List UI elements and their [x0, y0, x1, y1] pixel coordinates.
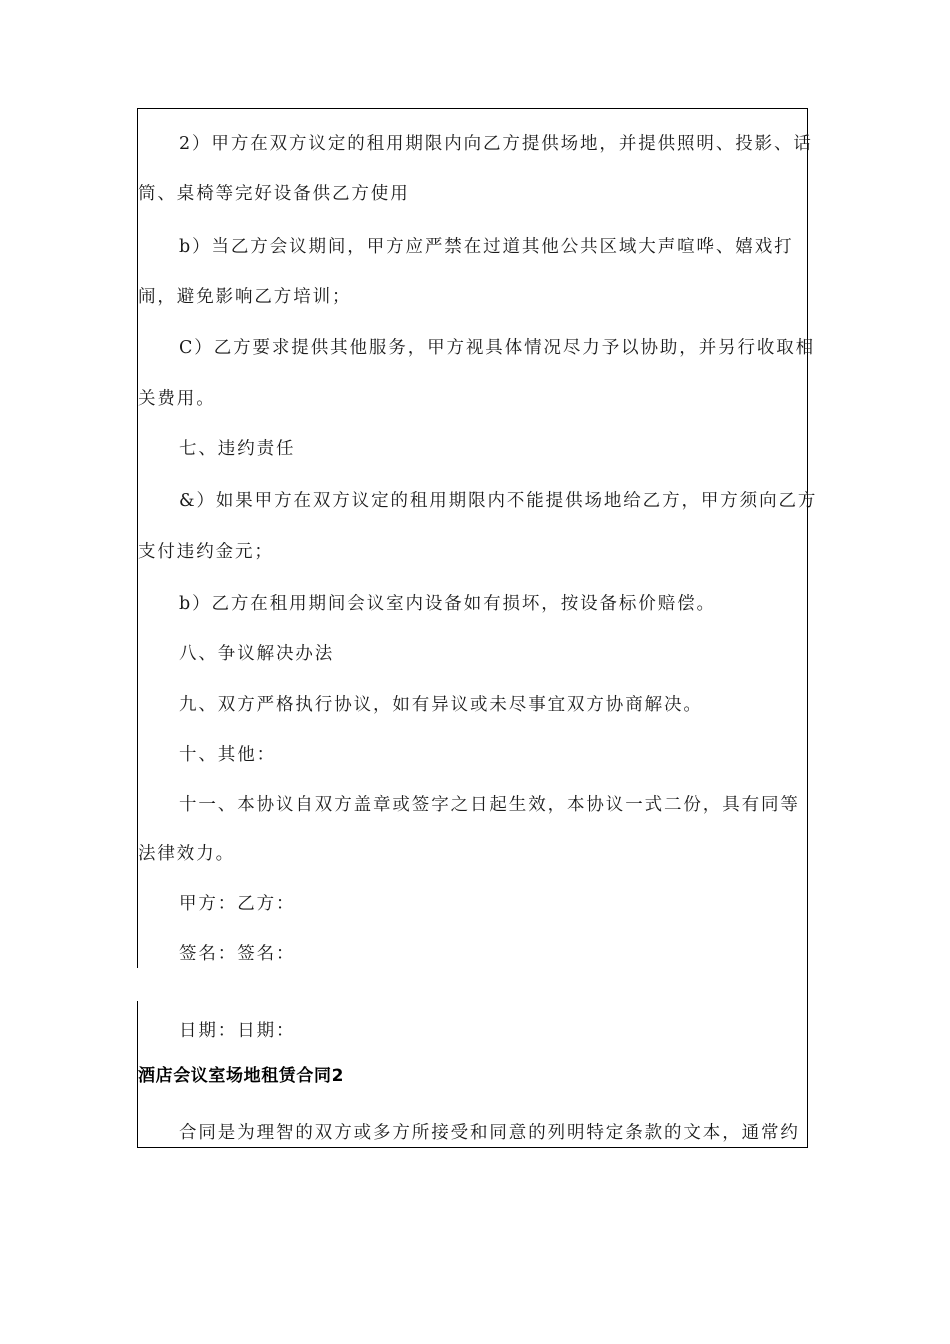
intro-line: 合同是为理智的双方或多方所接受和同意的列明特定条款的文本，通常约: [179, 1123, 800, 1143]
signature-name-line: 签名：签名：: [179, 944, 296, 964]
paragraph-line: 筒、桌椅等完好设备供乙方使用: [138, 184, 410, 204]
signature-date-line: 日期：日期：: [179, 1021, 296, 1041]
paragraph-line: 2）甲方在双方议定的租用期限内向乙方提供场地，并提供照明、投影、话: [179, 134, 813, 154]
frame-border-left: [137, 108, 138, 968]
signature-party-line: 甲方：乙方：: [179, 894, 296, 914]
paragraph-line: 十一、本协议自双方盖章或签字之日起生效，本协议一式二份，具有同等: [179, 795, 800, 815]
paragraph-line: 法律效力。: [138, 844, 235, 864]
paragraph-line: 闹，避免影响乙方培训；: [138, 287, 352, 307]
paragraph-line: 支付违约金元；: [138, 542, 274, 562]
paragraph-line: b）当乙方会议期间，甲方应严禁在过道其他公共区域大声喧哗、嬉戏打: [179, 237, 794, 257]
frame-border-bottom: [137, 1147, 808, 1148]
frame-border-right: [807, 108, 808, 1148]
paragraph-line: 关费用。: [138, 389, 216, 409]
section-heading: 十、其他：: [179, 745, 276, 765]
paragraph-line: 九、双方严格执行协议，如有异议或未尽事宜双方协商解决。: [179, 695, 703, 715]
section-title: 酒店会议室场地租赁合同2: [138, 1066, 345, 1086]
frame-border-top: [137, 108, 808, 109]
section-heading: 八、争议解决办法: [179, 644, 335, 664]
section-heading: 七、违约责任: [179, 439, 296, 459]
paragraph-line: C）乙方要求提供其他服务，甲方视具体情况尽力予以协助，并另行收取相: [179, 338, 816, 358]
paragraph-line: b）乙方在租用期间会议室内设备如有损坏，按设备标价赔偿。: [179, 594, 716, 614]
paragraph-line: &）如果甲方在双方议定的租用期限内不能提供场地给乙方，甲方须向乙方: [179, 491, 818, 511]
